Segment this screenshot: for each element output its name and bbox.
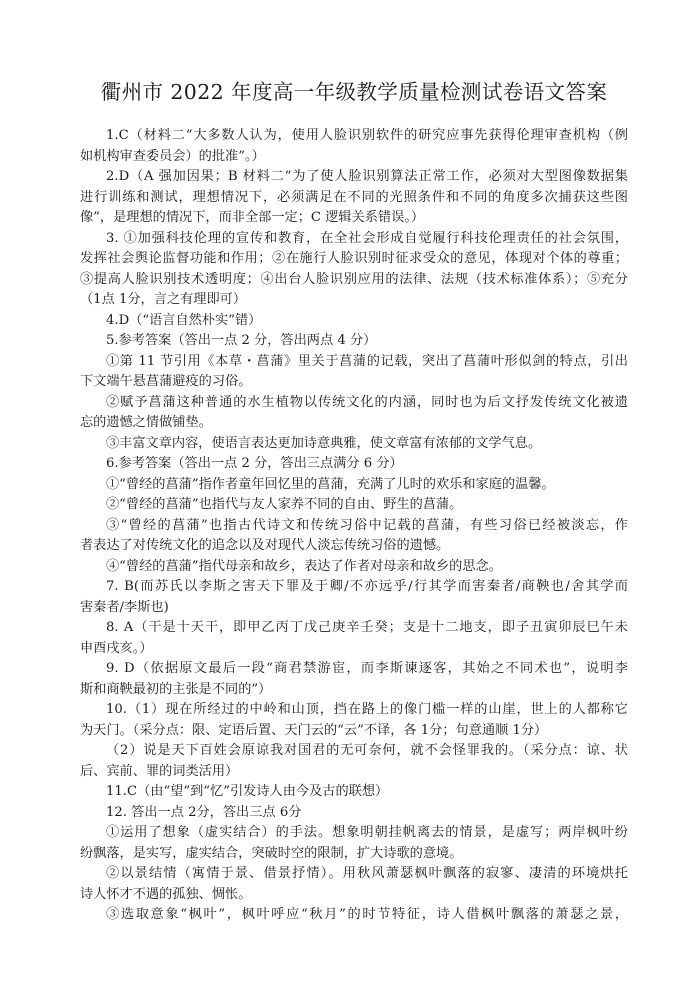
text-line: 5.参考答案（答出一点 2 分，答出两点 4 分） <box>106 333 377 348</box>
text-line: 7. B(而苏氏以李斯之害天下罪及于卿/不亦远乎/行其学而害秦者/商鞅也/舍其学而 <box>106 579 628 594</box>
text-line: ④“曾经的菖蒲”指代母亲和故乡，表达了作者对母亲和故乡的思念。 <box>106 558 502 574</box>
text-line: 申酉戌亥。） <box>80 640 153 656</box>
text-line: ①“曾经的菖蒲”指作者童年回忆里的菖蒲，充满了儿时的欢乐和家庭的温馨。 <box>106 476 555 492</box>
text-line: 后、宾前、罪的词类活用） <box>80 763 239 779</box>
text-line: 进行训练和测试，理想情况下，必须满足在不同的光照条件和不同的角度多次捕获这些图 <box>80 189 628 205</box>
text-line: 忘的遗憾之情做铺垫。 <box>80 415 212 430</box>
text-line: 下文端午悬菖蒲避疫的习俗。 <box>80 374 252 389</box>
text-line: 12. 答出一点 2分，答出三点 6分 <box>106 804 302 820</box>
text-line: ③丰富文章内容，使语言表达更加诗意典雅，使文章富有浓郁的文学气息。 <box>106 435 542 451</box>
text-line: 纷飘落，是实写，虚实结合，突破时空的限制，扩大诗歌的意境。 <box>80 845 463 861</box>
answer-body <box>80 126 628 926</box>
text-line: 发挥社会舆论监督功能和作用；②在施行人脸识别时征求受众的意见，体现对个体的尊重； <box>80 251 628 266</box>
text-line: 8. A（干是十天干，即甲乙丙丁戊己庚辛壬癸；支是十二地支，即子丑寅卯辰巳午未 <box>106 620 628 635</box>
text-line: 3. ①加强科技伦理的宣传和教育，在全社会形成自觉履行科技伦理责任的社会氛围， <box>106 230 628 246</box>
text-line: ②赋予菖蒲这种普通的水生植物以传统文化的内涵，同时也为后文抒发传统文化被遗 <box>106 394 628 410</box>
text-line: 如机构审查委员会）的批准”。） <box>80 148 265 164</box>
text-line: 4.D（“语言自然朴实”错） <box>106 312 262 328</box>
text-line: 11.C（由“望”到“忆”引发诗人由今及古的联想） <box>106 784 389 799</box>
text-line: 像”，是理想的情况下，而非全部一定；C 逻辑关系错误。） <box>80 210 425 225</box>
text-line: ①第 11 节引用《本草・菖蒲》里关于菖蒲的记载，突出了菖蒲叶形似剑的特点，引出 <box>106 353 628 369</box>
text-line: 为天门。（采分点：限、定语后置、天门云的“云”不译，各 1分；句意通顺 1分） <box>80 722 548 738</box>
text-line: 2.D（A 强加因果；B 材料二“为了使人脸识别算法正常工作，必须对大型图像数据集 <box>106 169 628 184</box>
document-title: 衢州市 2022 年度高一年级教学质量检测试卷语文答案 <box>100 80 608 104</box>
answer-sheet-page <box>80 60 628 926</box>
text-line: 9. D（依据原文最后一段“商君禁游宦，而李斯谏逐客，其始之不同术也”，说明李 <box>106 661 628 676</box>
text-line: 10.（1）现在所经过的中岭和山顶，挡在路上的像门槛一样的山崖，世上的人都称它 <box>106 702 628 717</box>
text-line: 6.参考答案（答出一点 2 分，答出三点满分 6 分） <box>106 456 403 471</box>
text-line: ②以景结情（寓情于景、借景抒情）。用秋风萧瑟枫叶飘落的寂寥、凄清的环境烘托 <box>106 866 628 881</box>
text-line: 害秦者/李斯也) <box>80 599 169 615</box>
text-line: ③选取意象“枫叶”，枫叶呼应“秋月”的时节特征，诗人借枫叶飘落的萧瑟之景， <box>106 907 628 922</box>
text-line: 斯和商鞅最初的主张是不同的”） <box>80 681 272 697</box>
text-line: 诗人怀才不遇的孤独、惆怅。 <box>80 886 252 902</box>
text-line: ②“曾经的菖蒲”也指代与友人家养不同的自由、野生的菖蒲。 <box>106 497 463 512</box>
text-line: （2）说是天下百姓会原谅我对国君的无可奈何，就不会怪罪我的。（采分点：谅、状 <box>106 743 628 758</box>
text-line: （1点 1分，言之有理即可） <box>80 292 247 307</box>
text-line: ③提高人脸识别技术透明度；④出台人脸识别应用的法律、法规（技术标准体系）；⑤充分 <box>80 271 628 287</box>
text-line: ①运用了想象（虚实结合）的手法。想象明朝挂帆离去的情景，是虚写；两岸枫叶纷 <box>106 825 628 840</box>
text-line: 者表达了对传统文化的追念以及对现代人淡忘传统习俗的遗憾。 <box>80 538 450 553</box>
text-line: 1.C（材料二“大多数人认为，使用人脸识别软件的研究应事先获得伦理审查机构（例 <box>106 128 628 143</box>
text-line: ③“曾经的菖蒲”也指古代诗文和传统习俗中记载的菖蒲，有些习俗已经被淡忘，作 <box>106 517 628 533</box>
